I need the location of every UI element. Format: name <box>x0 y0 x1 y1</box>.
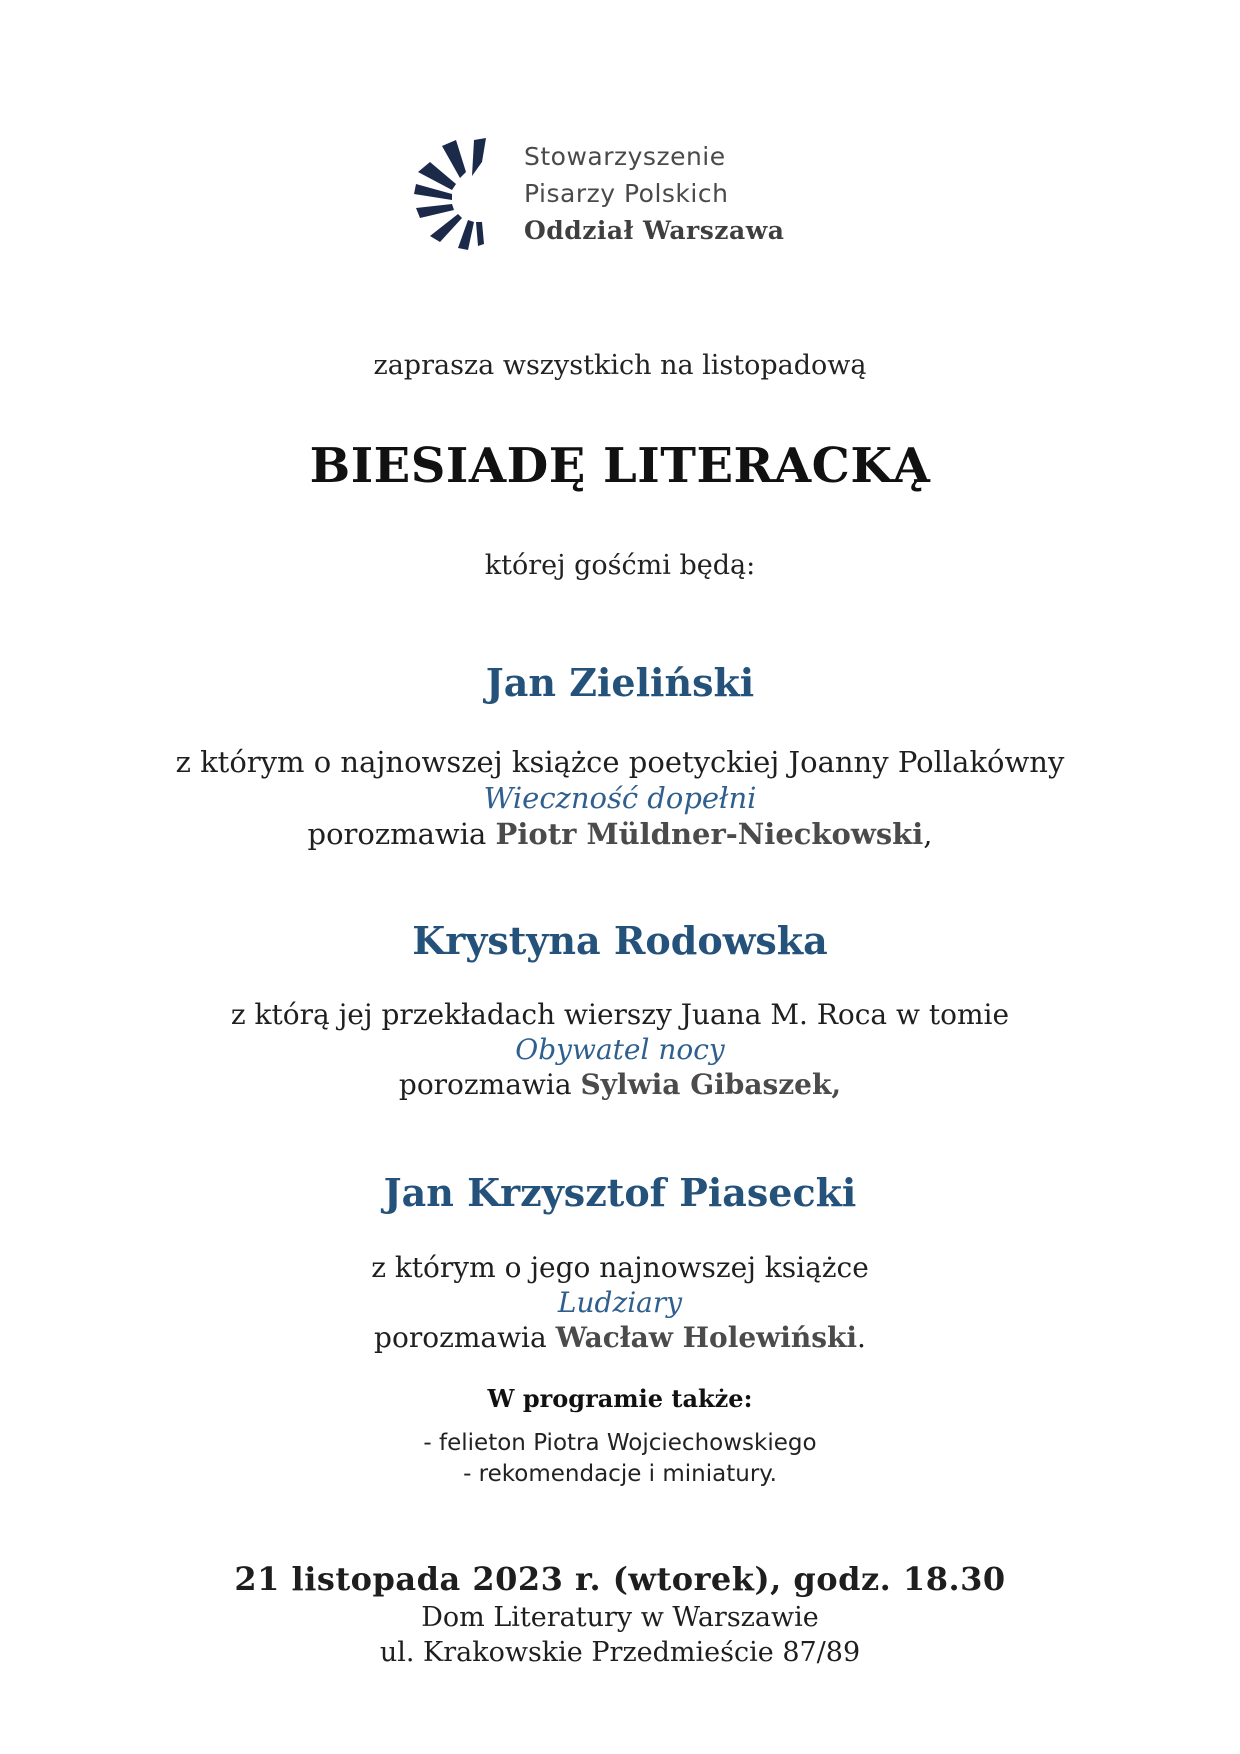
book-title: Ludziary <box>557 1286 683 1319</box>
guest-description: z którym o jego najnowszej książce <box>371 1251 869 1284</box>
host-line <box>0 1320 1240 1355</box>
book-title: Wieczność dopełni <box>483 781 757 815</box>
book-title: Obywatel nocy <box>515 1033 725 1066</box>
guest-description-block <box>0 744 1240 852</box>
organization-line-2: Pisarzy Polskich <box>524 179 729 208</box>
guest-name: Jan Zieliński <box>485 660 755 705</box>
event-date: 21 listopada 2023 r. (wtorek), godz. 18.30 <box>234 1560 1006 1598</box>
event-address: ul. Krakowskie Przedmieście 87/89 <box>379 1637 861 1668</box>
guest-description: z którym o najnowszej książce poetyckiej Joanny Pollakówny <box>175 745 1065 779</box>
guests-intro: której gośćmi będą: <box>484 550 756 581</box>
program-item: - rekomendacje i miniatury. <box>463 1461 777 1487</box>
guest-description-block <box>0 997 1240 1102</box>
organization-line-3: Oddział Warszawa <box>524 216 785 245</box>
host-prefix: porozmawia <box>398 1068 572 1101</box>
host-prefix: porozmawia <box>374 1321 547 1354</box>
host-line <box>0 1067 1240 1102</box>
program-item: - felieton Piotra Wojciechowskiego <box>423 1430 817 1456</box>
quill-fan-icon <box>412 132 492 252</box>
organization-line-1: Stowarzyszenie <box>524 142 726 171</box>
guest-description-block <box>0 1250 1240 1355</box>
guest-name: Krystyna Rodowska <box>412 918 828 963</box>
organization-name <box>524 138 784 249</box>
organization-logo <box>412 132 832 262</box>
guest-name: Jan Krzysztof Piasecki <box>383 1170 857 1215</box>
host-suffix: . <box>857 1321 866 1354</box>
program-list <box>0 1428 1240 1490</box>
event-venue: Dom Literatury w Warszawie <box>421 1602 819 1633</box>
guest-description: z którą jej przekładach wierszy Juana M. Roca w tomie <box>230 998 1010 1031</box>
event-title: BIESIADĘ LITERACKĄ <box>309 438 931 494</box>
event-location <box>0 1600 1240 1670</box>
host-name: Sylwia Gibaszek, <box>580 1068 842 1101</box>
host-prefix: porozmawia <box>307 817 487 851</box>
host-line <box>0 816 1240 852</box>
host-name: Wacław Holewiński <box>555 1321 858 1354</box>
host-name: Piotr Müldner-Nieckowski <box>495 817 924 851</box>
invitation-intro: zaprasza wszystkich na listopadową <box>373 350 867 381</box>
host-suffix: , <box>923 817 933 851</box>
program-heading: W programie także: <box>487 1384 753 1413</box>
